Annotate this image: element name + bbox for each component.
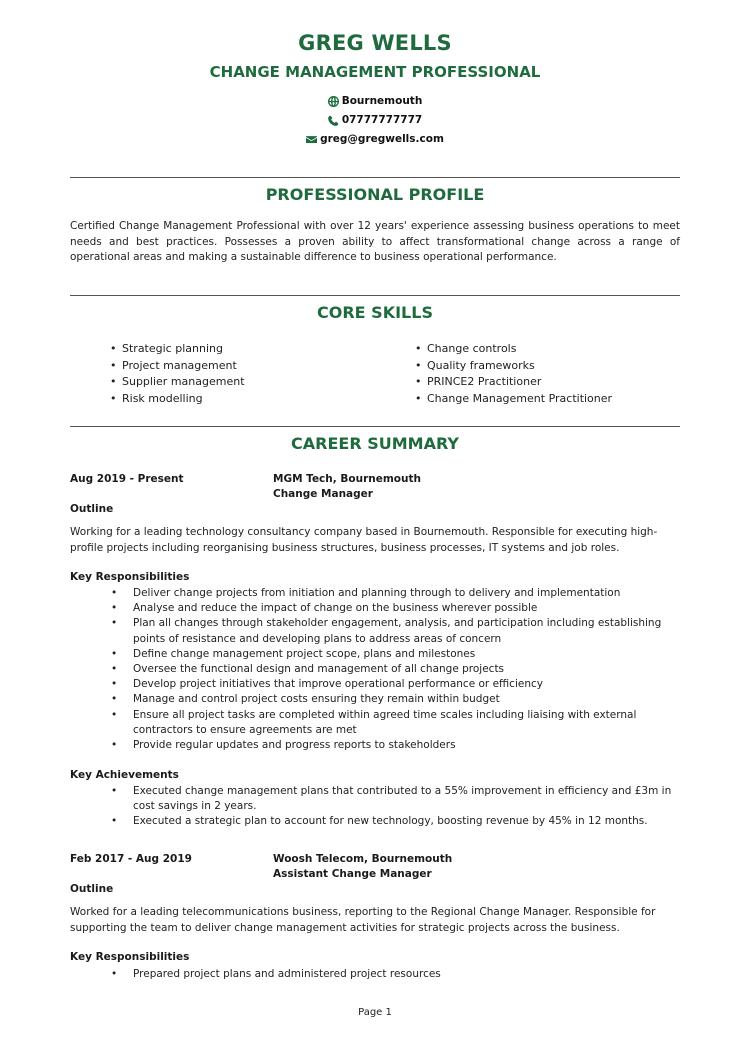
- skill-item: • PRINCE2 Practitioner: [427, 374, 612, 391]
- skill-item: • Strategic planning: [122, 341, 245, 358]
- skills-column-right: [427, 341, 612, 407]
- job-role: Assistant Change Manager: [273, 868, 432, 880]
- responsibilities-label: Key Responsibilities: [70, 951, 190, 963]
- location-text: Bournemouth: [341, 95, 423, 107]
- candidate-name: GREG WELLS: [298, 31, 452, 55]
- job-date: Feb 2017 - Aug 2019: [70, 853, 192, 865]
- list-item: • Deliver change projects from initiation and planning through to delivery and implementation: [133, 586, 683, 601]
- section-divider: [70, 177, 680, 178]
- section-divider: [70, 295, 680, 296]
- skill-item: • Change Management Practitioner: [427, 391, 612, 408]
- outline-label: Outline: [70, 883, 114, 895]
- envelope-icon: [306, 134, 317, 145]
- job-outline: Working for a leading technology consultancy company based in Bournemouth. Responsible for executing high-profile projects including reorganising business structures, business processes, IT systems and job roles.: [70, 526, 658, 554]
- list-item: • Manage and control project costs ensuring they remain within budget: [133, 692, 683, 707]
- list-item: • Analyse and reduce the impact of change on the business wherever possible: [133, 601, 683, 616]
- job-outline: Worked for a leading telecommunications business, reporting to the Regional Change Manager. Responsible for supporting the team to deliver change management activities for strategic projects across the business.: [70, 906, 656, 934]
- profile-heading: PROFESSIONAL PROFILE: [265, 185, 485, 204]
- profile-text: Certified Change Management Professional with over 12 years' experience assessing business operations to meet needs and best practices. Possesses a proven ability to affect transformational change across a range of operational areas and making a sustainable difference to business operational performance.: [70, 220, 680, 263]
- list-item: • Executed change management plans that contributed to a 55% improvement in efficiency and £3m in cost savings in 2 years.: [133, 784, 683, 814]
- phone-icon: [328, 115, 339, 126]
- skill-item: • Project management: [122, 358, 245, 375]
- contact-phone: [0, 114, 750, 126]
- list-item: • Oversee the functional design and management of all change projects: [133, 662, 683, 677]
- list-item: • Prepared project plans and administered project resources: [133, 967, 683, 982]
- list-item: • Plan all changes through stakeholder engagement, analysis, and participation including establishing points of resistance and developing plans to address areas of concern: [133, 616, 683, 646]
- list-item: • Develop project initiatives that improve operational performance or efficiency: [133, 677, 683, 692]
- contact-location: [0, 95, 750, 107]
- responsibilities-list: [133, 586, 683, 753]
- email-text[interactable]: greg@gregwells.com: [320, 133, 444, 145]
- list-item: • Ensure all project tasks are completed within agreed time scales including liaising with external contractors to ensure agreements are met: [133, 708, 683, 738]
- job-date: Aug 2019 - Present: [70, 473, 184, 485]
- responsibilities-label: Key Responsibilities: [70, 571, 190, 583]
- responsibilities-list: [133, 967, 683, 982]
- skill-item: • Risk modelling: [122, 391, 245, 408]
- skills-heading: CORE SKILLS: [317, 303, 433, 322]
- achievements-label: Key Achievements: [70, 769, 179, 781]
- list-item: • Executed a strategic plan to account for new technology, boosting revenue by 45% in 12 months.: [133, 814, 683, 829]
- job-company: Woosh Telecom, Bournemouth: [273, 853, 453, 865]
- list-item: • Provide regular updates and progress reports to stakeholders: [133, 738, 683, 753]
- career-heading: CAREER SUMMARY: [291, 434, 459, 453]
- list-item: • Define change management project scope, plans and milestones: [133, 647, 683, 662]
- achievements-list: [133, 784, 683, 830]
- outline-label: Outline: [70, 503, 114, 515]
- candidate-headline: CHANGE MANAGEMENT PROFESSIONAL: [209, 63, 541, 81]
- contact-email: [0, 133, 750, 145]
- job-company: MGM Tech, Bournemouth: [273, 473, 421, 485]
- phone-text[interactable]: 07777777777: [341, 114, 423, 126]
- page-number: Page 1: [358, 1007, 392, 1018]
- job-role: Change Manager: [273, 488, 373, 500]
- skill-item: • Supplier management: [122, 374, 245, 391]
- skill-item: • Change controls: [427, 341, 612, 358]
- globe-icon: [328, 96, 339, 107]
- section-divider: [70, 426, 680, 427]
- skill-item: • Quality frameworks: [427, 358, 612, 375]
- skills-column-left: [122, 341, 245, 407]
